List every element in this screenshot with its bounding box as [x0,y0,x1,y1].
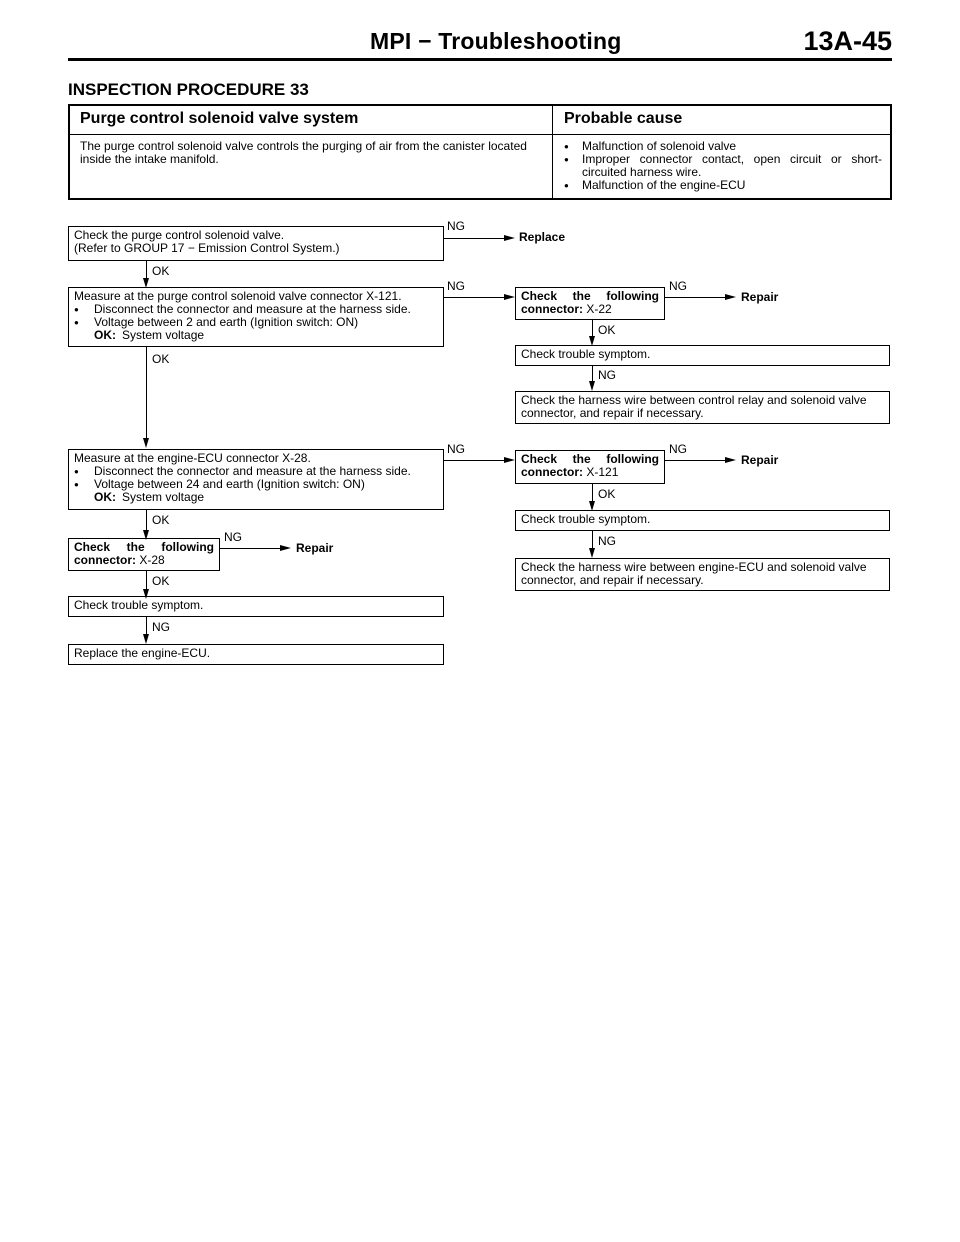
step3-connector-ng-line [665,460,725,461]
step4-ok-label: OK [152,574,170,588]
step2-connector-ng-line [665,297,725,298]
step2-ok-line [146,347,147,442]
step1-ng-line [444,238,504,239]
arrow-right-icon [504,457,515,463]
step3-line1: Measure at the engine-ECU connector X-28. [74,451,311,465]
step2-harness-text: Check the harness wire between control relay and solenoid valve connector, and repair if necessary. [521,393,867,420]
step2-ok-label: OK: [94,328,116,342]
step2-bullet2: ● Voltage between 2 and earth (Ignition switch: ON) [74,316,438,329]
cause-item: ● Improper connector contact, open circuit or short-circuited harness wire. [564,153,882,179]
page-number: 13A-45 [803,26,892,56]
step5-text: Replace the engine-ECU. [74,646,211,660]
arrow-right-icon [504,294,515,300]
step3-ng-connector-title: Check the following [521,452,659,466]
step3-bullet1: ● Disconnect the connector and measure at the harness side. [74,465,438,478]
step2-trouble-symptom-box [515,345,890,366]
step2-ng-connector-box [515,287,665,320]
step3-ok-label: OK: [94,490,116,504]
step3-bullet2: ● Voltage between 24 and earth (Ignition switch: ON) [74,478,438,491]
step4-connector-value: X-28 [139,553,165,567]
step3-ng-label: NG [447,442,465,456]
step3-ng-connector-label: connector: [521,465,584,479]
step3-trouble-symptom-box [515,510,890,531]
step3-box [68,449,444,510]
step4-connector-title: Check the following [74,540,214,554]
step1-box [68,226,444,261]
step3-trouble-symptom-text: Check trouble symptom. [521,512,651,526]
table-divider-vertical [552,106,553,198]
probable-cause-header: Probable cause [564,110,683,127]
arrow-right-icon [280,545,291,551]
step1-line1: Check the purge control solenoid valve. [74,228,285,242]
step2-ts-ng-label: NG [598,368,616,382]
arrow-down-icon [589,381,595,391]
step3-connector-ok-label: OK [598,487,616,501]
step3-repair-action: Repair [741,453,779,467]
step2-connector-ng-label: NG [669,279,687,293]
step4-connector-label: connector: [74,553,137,567]
header-title: MPI − Troubleshooting [370,28,622,54]
step3-ts-ng-label: NG [598,534,616,548]
step4-trouble-symptom-text: Check trouble symptom. [74,598,204,612]
step5-box [68,644,444,665]
step2-trouble-symptom-text: Check trouble symptom. [521,347,651,361]
step2-harness-box [515,391,890,424]
step3-harness-text: Check the harness wire between engine-ECU and solenoid valve connector, and repair if necessary. [521,560,867,587]
step1-replace-action: Replace [519,230,566,244]
step1-ok-label: OK [152,264,170,278]
arrow-right-icon [725,294,736,300]
step3-connector-ng-label: NG [669,442,687,456]
step3-ng-line [444,460,504,461]
step2-connector-ok-label: OK [598,323,616,337]
step2-ng-connector-label: connector: [521,302,584,316]
procedure-title: INSPECTION PROCEDURE 33 [68,80,309,99]
step3-harness-box [515,558,890,591]
step2-ok-value: System voltage [122,328,205,342]
step2-ok-label: OK [152,352,170,366]
system-description: The purge control solenoid valve controls the purging of air from the canister located inside the intake manifold. [80,139,527,166]
system-header: Purge control solenoid valve system [80,110,359,127]
step2-repair-action: Repair [741,290,779,304]
header-rule [68,58,892,61]
step2-ng-line [444,297,504,298]
arrow-down-icon [143,438,149,448]
step4-ng-line [220,548,280,549]
arrow-down-icon [589,548,595,558]
cause-item: ● Malfunction of the engine-ECU [564,179,882,192]
step2-ng-connector-title: Check the following [521,289,659,303]
table-divider-horizontal [70,134,890,135]
step3-ng-connector-value: X-121 [586,465,619,479]
arrow-down-icon [143,634,149,644]
step2-box [68,287,444,347]
step3-ok-label: OK [152,513,170,527]
step1-ng-label: NG [447,219,465,233]
step4-connector-box [68,538,220,571]
step4-ng-label: NG [224,530,242,544]
step2-ng-connector-value: X-22 [586,302,612,316]
step3-ng-connector-box [515,450,665,484]
arrow-right-icon [504,235,515,241]
arrow-right-icon [725,457,736,463]
step2-line1: Measure at the purge control solenoid valve connector X-121. [74,289,402,303]
cause-item: ● Malfunction of solenoid valve [564,140,882,153]
cause-list [564,140,882,192]
step2-ng-label: NG [447,279,465,293]
step1-line2: (Refer to GROUP 17 − Emission Control System.) [74,241,340,255]
step4-trouble-symptom-box [68,596,444,617]
step2-bullet1: ● Disconnect the connector and measure at the harness side. [74,303,438,316]
step3-ok-value: System voltage [122,490,205,504]
step4-ts-ng-label: NG [152,620,170,634]
info-table [68,104,892,200]
step4-repair-action: Repair [296,541,334,555]
